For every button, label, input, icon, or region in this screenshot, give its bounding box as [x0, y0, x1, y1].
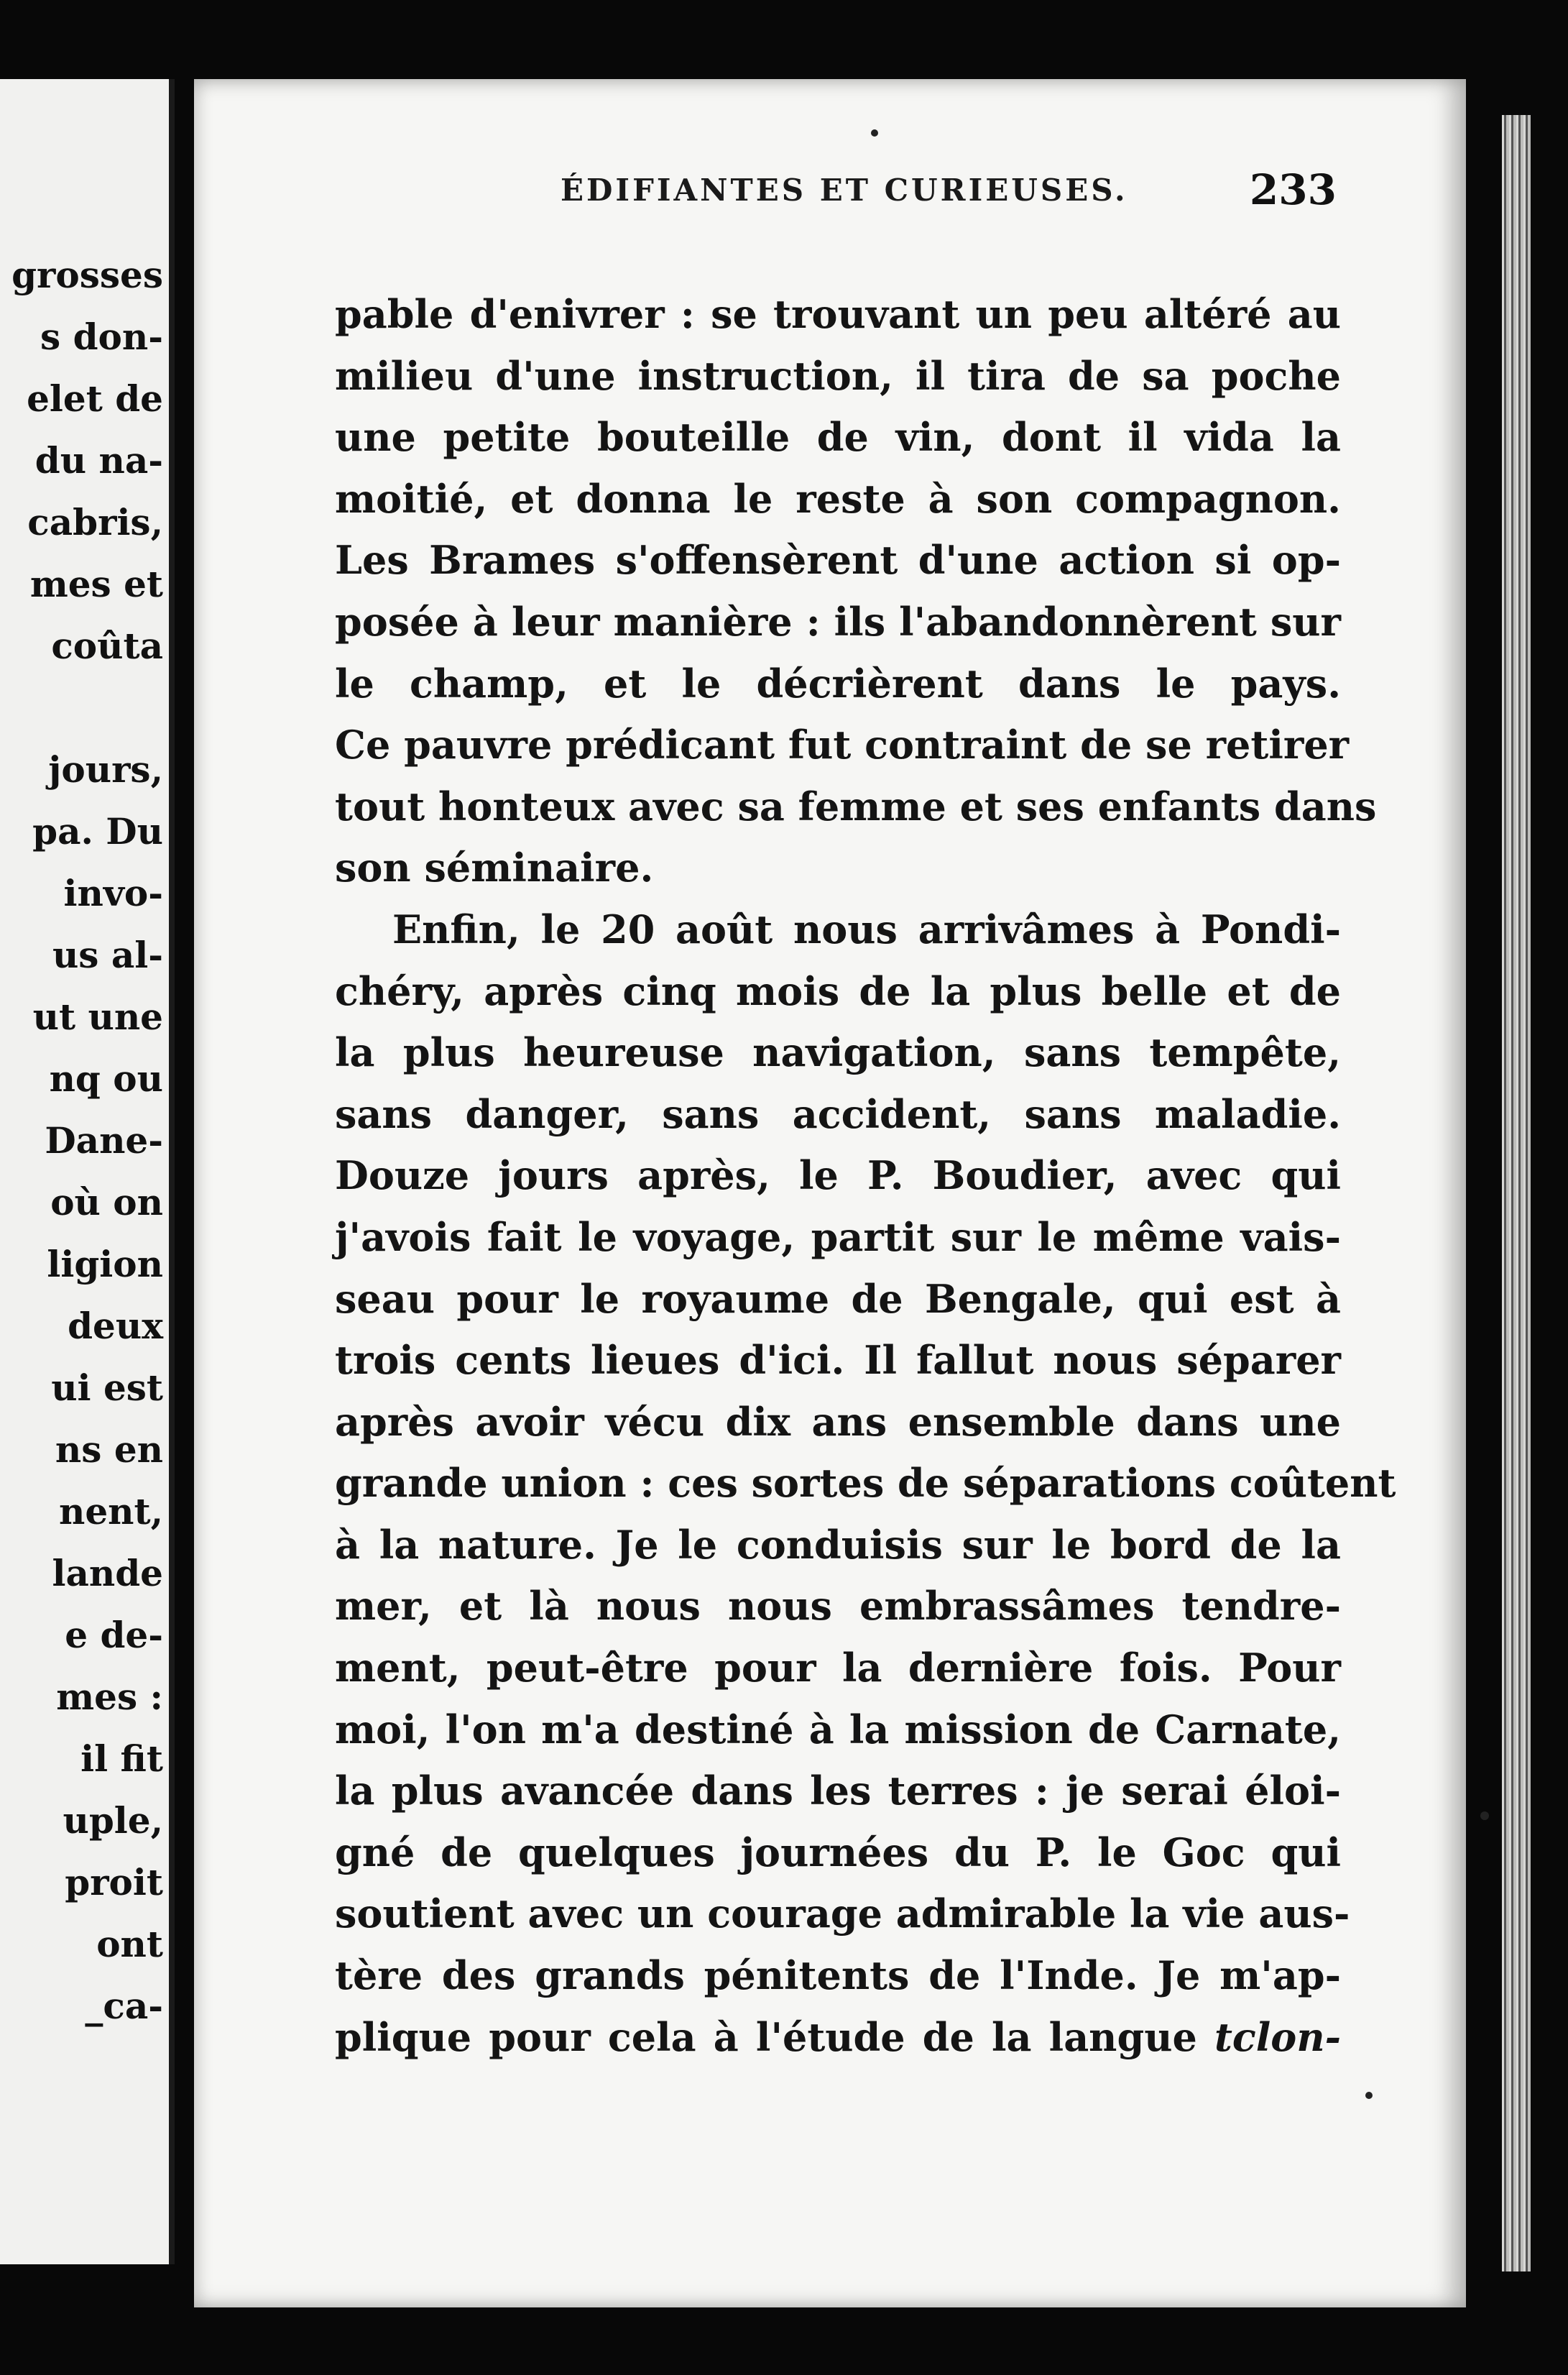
text-line: chéry, après cinq mois de la plus belle et de — [335, 968, 1341, 1014]
left-fragment: il fit — [80, 1737, 163, 1780]
text-line: gné de quelques journées du P. le Goc qui — [335, 1829, 1341, 1875]
left-fragment: invo- — [63, 872, 163, 914]
left-fragment: où on — [50, 1181, 163, 1223]
left-fragment: grosses — [11, 254, 163, 296]
text-line: le champ, et le décrièrent dans le pays. — [335, 660, 1341, 707]
text-line: Les Brames s'offensèrent d'une action si op- — [335, 537, 1341, 584]
text-line: seau pour le royaume de Bengale, qui est à — [335, 1275, 1341, 1322]
text-line: moitié, et donna le reste à son compagnon. — [335, 475, 1341, 522]
text-line: son séminaire. — [335, 845, 654, 891]
text-line: la plus heureuse navigation, sans tempête, — [335, 1029, 1341, 1076]
left-fragment: du na- — [34, 439, 163, 482]
page-edge — [1502, 115, 1531, 2271]
left-page — [0, 79, 175, 2264]
left-fragment: ut une — [32, 996, 163, 1038]
text-line: posée à leur manière : ils l'abandonnèrent sur — [335, 598, 1341, 645]
left-fragment: s don- — [40, 316, 163, 358]
ink-spot — [1365, 2092, 1373, 2099]
text-line: sans danger, sans accident, sans maladie. — [335, 1090, 1341, 1137]
text-line: j'avois fait le voyage, partit sur le même vais- — [335, 1213, 1341, 1260]
left-fragment: mes : — [56, 1676, 163, 1718]
text-line: soutient avec un courage admirable la vie aus- — [335, 1891, 1350, 1937]
text-line: tout honteux avec sa femme et ses enfants dans — [335, 783, 1377, 830]
text-line: tère des grands pénitents de l'Inde. Je m'ap- — [335, 1952, 1341, 1999]
text-line: pable d'enivrer : se trouvant un peu altéré au — [335, 291, 1341, 337]
left-fragment: ui est — [51, 1366, 163, 1409]
left-fragment: us al- — [52, 934, 163, 976]
left-fragment: nent, — [58, 1490, 163, 1533]
left-page-fragments — [11, 244, 163, 2037]
ink-spot — [1480, 1811, 1489, 1820]
text-line: à la nature. Je le conduisis sur le bord de la — [335, 1521, 1341, 1568]
text-line: une petite bouteille de vin, dont il vida la — [335, 414, 1341, 461]
text-line-last — [335, 2007, 1341, 2069]
left-fragment: elet de — [27, 377, 163, 420]
left-fragment: ns en — [55, 1428, 163, 1471]
body-text — [335, 284, 1396, 2068]
left-fragment: ont — [96, 1923, 163, 1965]
text-line: ment, peut-être pour la dernière fois. Pour — [335, 1645, 1341, 1691]
text-line: mer, et là nous nous embrassâmes tendre- — [335, 1583, 1341, 1630]
left-fragment: deux — [68, 1305, 163, 1347]
left-fragment: cabris, — [27, 501, 163, 543]
running-head-title: ÉDIFIANTES ET CURIEUSES. — [561, 173, 1128, 208]
left-fragment: nq ou — [49, 1057, 163, 1100]
text-line: grande union : ces sortes de séparations coûtent — [335, 1460, 1396, 1507]
left-fragment: pa. Du — [32, 810, 163, 853]
running-head — [338, 165, 1337, 223]
text-line: trois cents lieues d'ici. Il fallut nous séparer — [335, 1337, 1341, 1384]
text-line: après avoir vécu dix ans ensemble dans une — [335, 1398, 1341, 1445]
left-fragment: Dane- — [45, 1119, 163, 1162]
text-line: milieu d'une instruction, il tira de sa poche — [335, 352, 1341, 399]
ink-spot — [871, 129, 878, 137]
left-fragment: mes et — [29, 563, 163, 605]
left-fragment: uple, — [63, 1799, 163, 1842]
text-line: Douze jours après, le P. Boudier, avec qui — [335, 1152, 1341, 1199]
text-line: Enfin, le 20 août nous arrivâmes à Pondi- — [392, 906, 1341, 952]
left-fragment: _ca- — [85, 1985, 163, 2027]
left-fragment: coûta — [51, 625, 163, 667]
text-line: la plus avancée dans les terres : je serai éloi- — [335, 1768, 1341, 1814]
text-line-main: plique pour cela à l'étude de la langue — [335, 2013, 1197, 2060]
page-number: 233 — [1249, 165, 1337, 214]
text-line: Ce pauvre prédicant fut contraint de se retirer — [335, 722, 1350, 768]
left-fragment: lande — [52, 1552, 163, 1594]
text-line: moi, l'on m'a destiné à la mission de Carnate, — [335, 1706, 1341, 1752]
left-fragment: ligion — [47, 1243, 163, 1285]
left-fragment: jours, — [48, 748, 163, 791]
left-fragment: proit — [65, 1861, 163, 1903]
text-line-italic: tclon- — [1214, 2013, 1341, 2060]
left-fragment: e de- — [65, 1614, 163, 1656]
